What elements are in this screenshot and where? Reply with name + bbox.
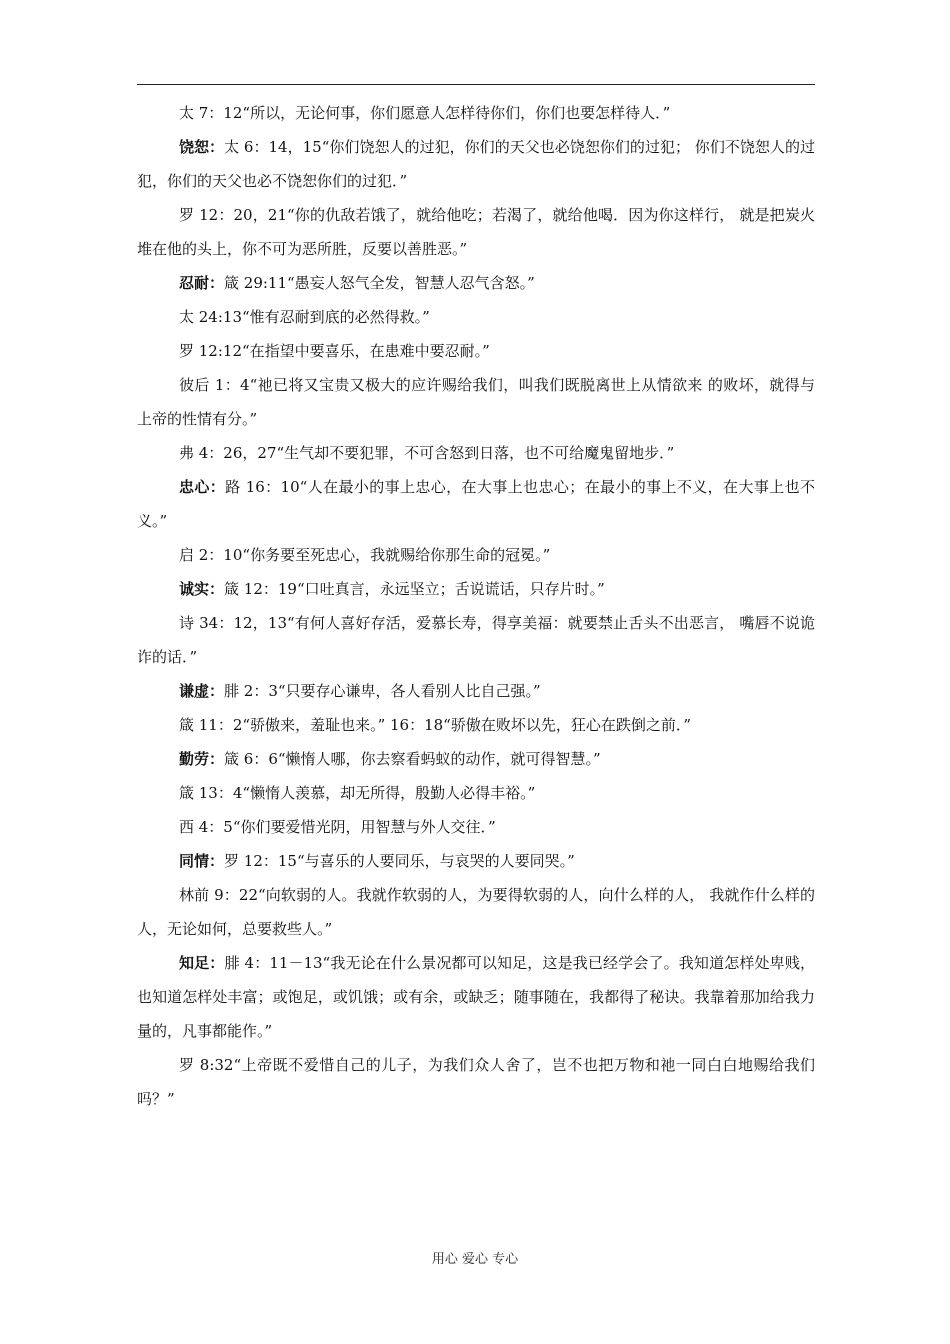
paragraph-text: 腓 2：3“只要存心谦卑，各人看别人比自己强。” bbox=[224, 682, 541, 700]
paragraph-text: 箴 29:11“愚妄人怒气全发，智慧人忍气含怒。” bbox=[224, 274, 535, 292]
paragraph-text: 林前 9：22“向软弱的人。我就作软弱的人，为要得软弱的人，向什么样的人， 我就作什么样的人，无论如何，总要救些人。” bbox=[137, 886, 815, 938]
paragraph-text: 箴 11：2“骄傲来，羞耻也来。” 16：18“骄傲在败坏以先，狂心在跌倒之前．” bbox=[179, 716, 692, 734]
paragraph bbox=[137, 776, 815, 810]
paragraph bbox=[137, 572, 815, 606]
paragraph-text: 诗 34：12，13“有何人喜好存活，爱慕长寿，得享美福：就要禁止舌头不出恶言， 嘴唇不说诡诈的话．” bbox=[137, 614, 815, 666]
header-rule bbox=[137, 84, 815, 85]
paragraph bbox=[137, 266, 815, 300]
paragraph bbox=[137, 538, 815, 572]
document-body bbox=[137, 96, 815, 1116]
paragraph bbox=[137, 1048, 815, 1116]
paragraph bbox=[137, 674, 815, 708]
paragraph-text: 太 6：14，15“你们饶恕人的过犯，你们的天父也必饶恕你们的过犯； 你们不饶恕人的过犯，你们的天父也必不饶恕你们的过犯．” bbox=[137, 138, 815, 190]
paragraph bbox=[137, 130, 815, 198]
paragraph bbox=[137, 878, 815, 946]
paragraph-text: 太 24:13“惟有忍耐到底的必然得救。” bbox=[179, 308, 430, 326]
paragraph-text: 弗 4：26，27“生气却不要犯罪，不可含怒到日落，也不可给魔鬼留地步．” bbox=[179, 444, 675, 462]
paragraph-keyword: 忠心： bbox=[179, 478, 226, 496]
paragraph-text: 罗 12：15“与喜乐的人要同乐，与哀哭的人要同哭。” bbox=[224, 852, 575, 870]
paragraph-text: 罗 12：20，21“你的仇敌若饿了，就给他吃；若渴了，就给他喝．因为你这样行， 就是把炭火堆在他的头上，你不可为恶所胜，反要以善胜恶。” bbox=[137, 206, 815, 258]
paragraph-text: 路 16：10“人在最小的事上忠心，在大事上也忠心；在最小的事上不义，在大事上也不义。” bbox=[137, 478, 815, 530]
paragraph-text: 腓 4：11－13“我无论在什么景况都可以知足，这是我已经学会了。我知道怎样处卑贱，也知道怎样处丰富；或饱足，或饥饿；或有余，或缺乏；随事随在，我都得了秘诀。我靠着那加给我力量的，凡事都能作。” bbox=[137, 954, 815, 1040]
paragraph-keyword: 谦虚： bbox=[179, 682, 225, 700]
paragraph bbox=[137, 810, 815, 844]
paragraph bbox=[137, 368, 815, 436]
paragraph bbox=[137, 742, 815, 776]
paragraph-keyword: 诚实： bbox=[179, 580, 225, 598]
paragraph-text: 箴 6：6“懒惰人哪，你去察看蚂蚁的动作，就可得智慧。” bbox=[224, 750, 601, 768]
paragraph-keyword: 知足： bbox=[179, 954, 225, 972]
paragraph bbox=[137, 470, 815, 538]
paragraph bbox=[137, 708, 815, 742]
paragraph-keyword: 饶恕： bbox=[179, 138, 225, 156]
paragraph-keyword: 忍耐： bbox=[179, 274, 225, 292]
paragraph bbox=[137, 946, 815, 1048]
paragraph-text: 罗 12:12“在指望中要喜乐，在患难中要忍耐。” bbox=[179, 342, 490, 360]
paragraph-keyword: 同情： bbox=[179, 852, 225, 870]
paragraph bbox=[137, 436, 815, 470]
paragraph bbox=[137, 198, 815, 266]
paragraph bbox=[137, 334, 815, 368]
page-footer: 用心 爱心 专心 bbox=[431, 1252, 519, 1267]
paragraph-text: 箴 12：19“口吐真言，永远坚立；舌说谎话，只存片时。” bbox=[224, 580, 605, 598]
paragraph-text: 彼后 1：4“祂已将又宝贵又极大的应许赐给我们，叫我们既脱离世上从情欲来 的败坏，就得与上帝的性情有分。” bbox=[137, 376, 815, 428]
paragraph-text: 太 7：12“所以，无论何事，你们愿意人怎样待你们，你们也要怎样待人．” bbox=[179, 104, 671, 122]
paragraph-text: 罗 8:32“上帝既不爱惜自己的儿子，为我们众人舍了，岂不也把万物和祂一同白白地赐给我们吗？” bbox=[137, 1056, 815, 1108]
paragraph bbox=[137, 300, 815, 334]
paragraph-text: 箴 13：4“懒惰人羡慕，却无所得，殷勤人必得丰裕。” bbox=[179, 784, 536, 802]
paragraph bbox=[137, 96, 815, 130]
paragraph bbox=[137, 606, 815, 674]
paragraph-text: 启 2：10“你务要至死忠心，我就赐给你那生命的冠冕。” bbox=[179, 546, 551, 564]
paragraph bbox=[137, 844, 815, 878]
paragraph-keyword: 勤劳： bbox=[179, 750, 225, 768]
paragraph-text: 西 4：5“你们要爱惜光阴，用智慧与外人交往．” bbox=[179, 818, 496, 836]
